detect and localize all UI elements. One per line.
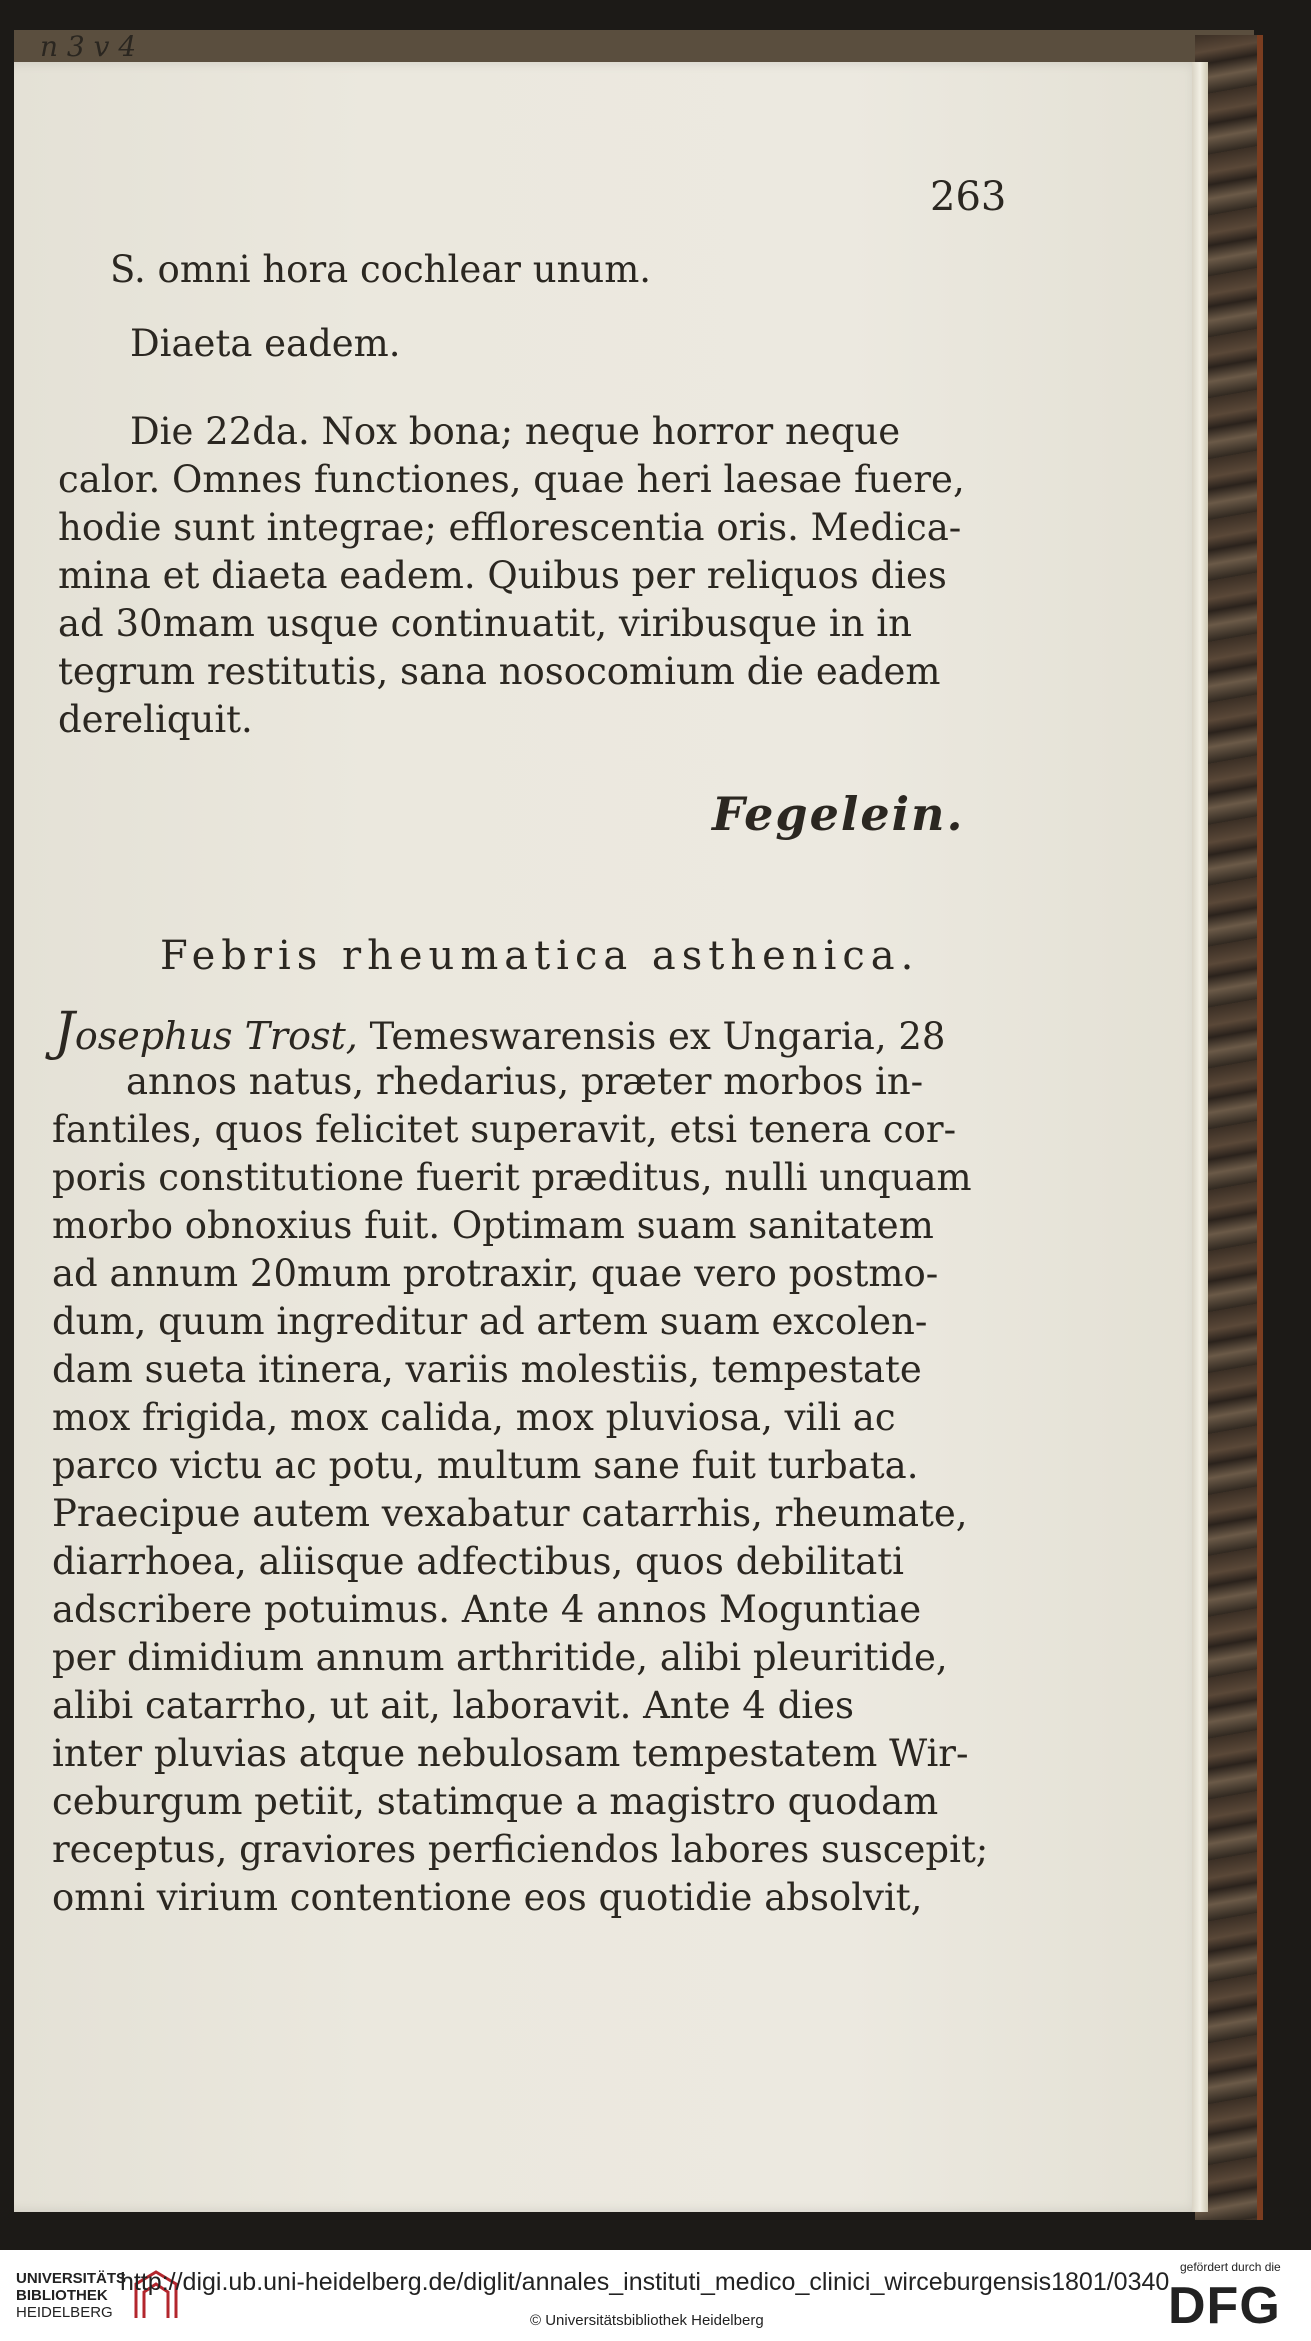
text-line: ad 30mam usque continuatit, viribusque in in [58, 602, 912, 645]
text-line: poris constitutione fuerit præditus, nulli unquam [52, 1156, 972, 1199]
paragraph-first-line [54, 1002, 946, 1062]
text-line: mina et diaeta eadem. Quibus per reliquos dies [58, 554, 947, 597]
text-line: Die 22da. Nox bona; neque horror neque [130, 410, 901, 453]
text-line: alibi catarrho, ut ait, laboravit. Ante 4 dies [52, 1684, 854, 1727]
text-line: inter pluvias atque nebulosam tempestatem Wir- [52, 1732, 969, 1775]
text-line: annos natus, rhedarius, præter morbos in- [126, 1060, 924, 1103]
text-line: Diaeta eadem. [130, 322, 401, 365]
text-line: fantiles, quos felicitet superavit, etsi tenera cor- [52, 1108, 957, 1151]
author-signature: Fegelein. [712, 787, 965, 841]
text-line: mox frigida, mox calida, mox pluviosa, vili ac [52, 1396, 896, 1439]
text-line: receptus, graviores perficiendos labores suscepit; [52, 1828, 989, 1871]
viewer-footer [0, 2250, 1311, 2341]
section-title: Febris rheumatica asthenica. [160, 933, 920, 979]
text-line: calor. Omnes functiones, quae heri laesae fuere, [58, 458, 965, 501]
text-line: dam sueta itinera, variis molestiis, tempestate [52, 1348, 922, 1391]
text-line: omni virium contentione eos quotidie absolvit, [52, 1876, 923, 1919]
text-line: adscribere potuimus. Ante 4 annos Moguntiae [52, 1588, 922, 1631]
library-logo[interactable] [16, 2270, 126, 2321]
logo-line: BIBLIOTHEK [16, 2287, 108, 2304]
page-number: 263 [930, 174, 1007, 220]
logo-line: UNIVERSITÄTS [16, 2270, 127, 2287]
text-line: morbo obnoxius fuit. Optimam suam sanitatem [52, 1204, 934, 1247]
text-line: ad annum 20mum protraxir, quae vero postmo- [52, 1252, 939, 1295]
funding-note: gefördert durch die [1180, 2260, 1281, 2274]
first-line-rest: Temeswarensis ex Ungaria, 28 [357, 1015, 946, 1058]
text-line: tegrum restitutis, sana nosocomium die eadem [58, 650, 941, 693]
patient-name: osephus Trost, [74, 1014, 358, 1058]
text-line: hodie sunt integrae; efflorescentia oris. Medica- [58, 506, 962, 549]
text-line: diarrhoea, aliisque adfectibus, quos debilitati [52, 1540, 904, 1583]
text-line: Praecipue autem vexabatur catarrhis, rheumate, [52, 1492, 968, 1535]
logo-line: HEIDELBERG [16, 2304, 113, 2321]
text-line: parco victu ac potu, multum sane fuit turbata. [52, 1444, 919, 1487]
copyright-notice: © Universitätsbibliothek Heidelberg [530, 2312, 764, 2329]
text-line: dereliquit. [58, 698, 253, 741]
drop-initial: J [54, 1002, 75, 1062]
text-line: ceburgum petiit, statimque a magistro quodam [52, 1780, 939, 1823]
text-line: S. omni hora cochlear unum. [110, 248, 652, 291]
text-line: dum, quum ingreditur ad artem suam excolen- [52, 1300, 928, 1343]
page-fore-edge [1192, 62, 1208, 2212]
handwritten-mark: n 3 v 4 [40, 30, 137, 63]
permalink-url[interactable]: http://digi.ub.uni-heidelberg.de/diglit/annales_instituti_medico_clinici_wirceburgensis1801/0340 [120, 2268, 1170, 2296]
dfg-logo[interactable]: DFG [1168, 2277, 1281, 2335]
text-line: per dimidium annum arthritide, alibi pleuritide, [52, 1636, 948, 1679]
